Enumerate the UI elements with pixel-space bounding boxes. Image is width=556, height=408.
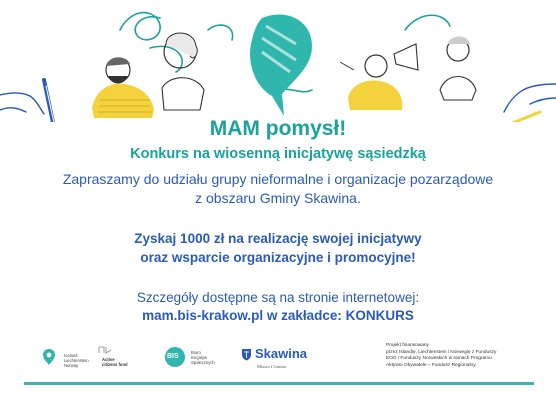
invitation-line-1: Zapraszamy do udziału grupy nieformalne i organizacje pozarządowe xyxy=(62,171,494,187)
project-line-1: Projekt finansowany xyxy=(386,343,429,348)
page-subtitle: Konkurs na wiosenną inicjatywę sąsiedzką xyxy=(130,146,426,162)
invitation-text xyxy=(0,170,556,208)
bis-line-2: Inicjatyw xyxy=(191,355,208,360)
project-line-4: Aktywni Obywatele – Fundusz Regionalny. xyxy=(386,362,477,368)
header-illustration xyxy=(0,0,556,122)
prize-line-1: Zyskaj 1000 zł na realizację swojej inicjatywy xyxy=(134,231,422,246)
project-line-2: przez Islandię, Liechtenstein i Norwegię z Funduszy xyxy=(386,349,497,355)
skawina-logo xyxy=(241,346,321,374)
speech-bubble-logo-illustration xyxy=(250,14,312,116)
prize-text xyxy=(0,229,556,267)
eea-country-3: Norway xyxy=(64,363,79,368)
footer-divider xyxy=(24,382,534,385)
eea-grants-mark-icon xyxy=(98,346,112,354)
map-pin-icon xyxy=(42,348,56,366)
skawina-name: Skawina xyxy=(255,346,308,361)
details-text xyxy=(0,289,556,325)
man-with-megaphone-illustration xyxy=(340,44,418,110)
bis-logo xyxy=(164,344,234,370)
man-illustration xyxy=(92,57,154,118)
page-title: MAM pomysł! xyxy=(209,117,347,140)
eea-country-2: Liechtenstein xyxy=(64,358,89,363)
active-citizens-1: Active xyxy=(102,357,115,362)
skawina-subtitle: Miasto i Gmina xyxy=(257,364,286,369)
woman-right-illustration xyxy=(440,37,476,101)
project-line-3: EOG i Funduszy Norweskich w ramach Programu xyxy=(386,356,492,362)
hand-with-pen-illustration xyxy=(0,80,58,122)
eea-grants-logo xyxy=(42,344,138,372)
woman-illustration xyxy=(162,33,204,110)
bis-line-3: Społecznych xyxy=(191,360,215,365)
bis-line-1: Biuro xyxy=(191,350,201,355)
project-funding-note xyxy=(386,343,546,369)
bis-mark-text: BIS xyxy=(167,353,179,360)
coat-of-arms-icon xyxy=(241,348,252,361)
website-link[interactable]: mam.bis-krakow.pl w zakładce: KONKURS xyxy=(142,308,414,323)
invitation-line-2: z obszaru Gminy Skawina. xyxy=(195,190,361,206)
eea-country-1: Iceland xyxy=(64,353,78,358)
active-citizens-2: citizens fund xyxy=(102,362,128,367)
prize-line-2: oraz wsparcie organizacyjne i promocyjne! xyxy=(140,250,416,265)
details-line: Szczegóły dostępne są na stronie internetowej: xyxy=(136,290,420,305)
